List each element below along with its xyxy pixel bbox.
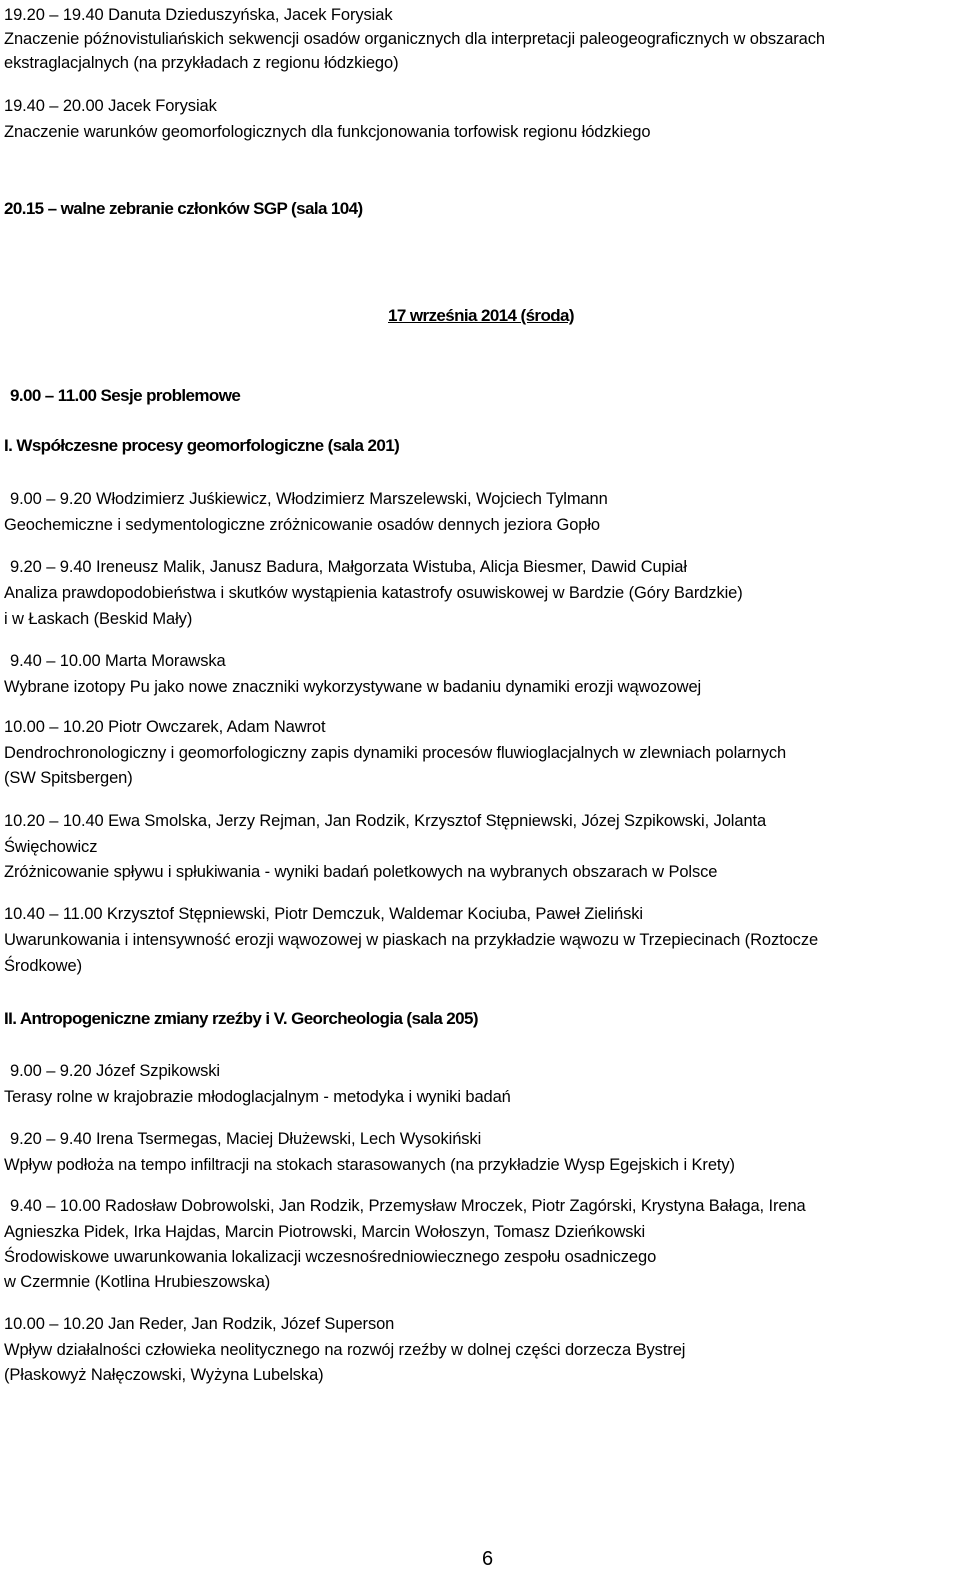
talk-title: Uwarunkowania i intensywność erozji wąwozowej w piaskach na przykładzie wąwozu w Trzepiecinach (Roztocze	[4, 931, 819, 949]
talk-title: Zróżnicowanie spływu i spłukiwania - wyniki badań poletkowych na wybranych obszarach w Polsce	[4, 863, 718, 881]
talk-heading	[4, 95, 217, 117]
meeting-announcement: 20.15 – walne zebranie członków SGP (sala 104)	[4, 199, 363, 218]
talk-title: Znaczenie późnovistuliańskich sekwencji osadów organicznych dla interpretacji paleogeograficznych w obszarach	[4, 30, 825, 48]
talk-time: 19.40 – 20.00	[4, 97, 104, 115]
talk-title: Środkowe)	[4, 957, 82, 975]
talk-time: 10.20 – 10.40	[4, 812, 104, 830]
talk-title: (SW Spitsbergen)	[4, 769, 133, 787]
talk-time: 9.00 – 9.20	[10, 1062, 92, 1080]
talk-authors: Ewa Smolska, Jerzy Rejman, Jan Rodzik, Krzysztof Stępniewski, Józej Szpikowski, Jolanta	[108, 812, 767, 830]
talk-heading	[4, 810, 766, 832]
talk-heading	[4, 716, 326, 738]
talk-title: Dendrochronologiczny i geomorfologiczny zapis dynamiki procesów fluwioglacjalnych w zlewniach polarnych	[4, 744, 787, 762]
talk-heading	[10, 1195, 806, 1217]
talk-authors: Agnieszka Pidek, Irka Hajdas, Marcin Piotrowski, Marcin Wołoszyn, Tomasz Dzieńkowski	[4, 1223, 646, 1241]
talk-heading	[10, 650, 226, 672]
talk-authors: Danuta Dzieduszyńska, Jacek Forysiak	[108, 6, 393, 24]
talk-title: Wpływ podłoża na tempo infiltracji na stokach starasowanych (na przykładzie Wysp Egejskich i Krety)	[4, 1156, 735, 1174]
page-number: 6	[481, 1548, 494, 1570]
talk-time: 10.40 – 11.00	[4, 905, 103, 923]
talk-title: Wybrane izotopy Pu jako nowe znaczniki wykorzystywane w badaniu dynamiki erozji wąwozowej	[4, 678, 702, 696]
talk-authors: Święchowicz	[4, 838, 98, 856]
talk-time: 9.40 – 10.00	[10, 652, 101, 670]
talk-time: 9.40 – 10.00	[10, 1197, 101, 1215]
talk-heading	[10, 488, 608, 510]
talk-time: 9.20 – 9.40	[10, 1130, 92, 1148]
talk-heading	[4, 1313, 394, 1335]
talk-title: ekstraglacjalnych (na przykładach z regionu łódzkiego)	[4, 54, 399, 72]
talk-heading	[4, 4, 392, 26]
talk-title: Znaczenie warunków geomorfologicznych dla funkcjonowania torfowisk regionu łódzkiego	[4, 123, 651, 141]
talk-time: 10.00 – 10.20	[4, 1315, 104, 1333]
talk-heading	[4, 903, 643, 925]
talk-title: Geochemiczne i sedymentologiczne zróżnicowanie osadów dennych jeziora Gopło	[4, 516, 600, 534]
talk-authors: Włodzimierz Juśkiewicz, Włodzimierz Marszelewski, Wojciech Tylmann	[95, 490, 608, 508]
talk-title: w Czermnie (Kotlina Hrubieszowska)	[4, 1273, 271, 1291]
talk-authors: Jan Reder, Jan Rodzik, Józef Superson	[108, 1315, 395, 1333]
talk-title: Terasy rolne w krajobrazie młodoglacjalnym - metodyka i wyniki badań	[4, 1088, 511, 1106]
talk-title: i w Łaskach (Beskid Mały)	[4, 610, 193, 628]
talk-heading	[10, 1060, 220, 1082]
talk-title: Środowiskowe uwarunkowania lokalizacji wczesnośredniowiecznego zespołu osadniczego	[4, 1248, 657, 1266]
session-heading: I. Współczesne procesy geomorfologiczne (sala 201)	[4, 436, 400, 455]
talk-authors: Krzysztof Stępniewski, Piotr Demczuk, Waldemar Kociuba, Paweł Zieliński	[106, 905, 643, 923]
talk-time: 9.20 – 9.40	[10, 558, 92, 576]
talk-title: (Płaskowyż Nałęczowski, Wyżyna Lubelska)	[4, 1366, 324, 1384]
talk-title: Wpływ działalności człowieka neolitycznego na rozwój rzeźby w dolnej części dorzecza Bystrej	[4, 1341, 686, 1359]
day-heading: 17 września 2014 (środa)	[388, 306, 574, 325]
talk-heading	[10, 556, 687, 578]
talk-authors: Irena Tsermegas, Maciej Dłużewski, Lech Wysokiński	[95, 1130, 482, 1148]
talk-title: Analiza prawdopodobieństwa i skutków wystąpienia katastrofy osuwiskowej w Bardzie (Góry Bardzkie)	[4, 584, 743, 602]
talk-authors: Marta Morawska	[105, 652, 226, 670]
sessions-heading: 9.00 – 11.00 Sesje problemowe	[10, 386, 241, 405]
talk-authors: Ireneusz Malik, Janusz Badura, Małgorzata Wistuba, Alicja Biesmer, Dawid Cupiał	[95, 558, 687, 576]
session-heading: II. Antropogeniczne zmiany rzeźby i V. Georcheologia (sala 205)	[4, 1009, 478, 1028]
talk-time: 19.20 – 19.40	[4, 6, 104, 24]
talk-authors: Radosław Dobrowolski, Jan Rodzik, Przemysław Mroczek, Piotr Zagórski, Krystyna Bałaga, Irena	[105, 1197, 806, 1215]
talk-authors: Józef Szpikowski	[95, 1062, 220, 1080]
talk-time: 10.00 – 10.20	[4, 718, 104, 736]
talk-authors: Jacek Forysiak	[108, 97, 217, 115]
talk-time: 9.00 – 9.20	[10, 490, 92, 508]
talk-authors: Piotr Owczarek, Adam Nawrot	[108, 718, 326, 736]
talk-heading	[10, 1128, 481, 1150]
